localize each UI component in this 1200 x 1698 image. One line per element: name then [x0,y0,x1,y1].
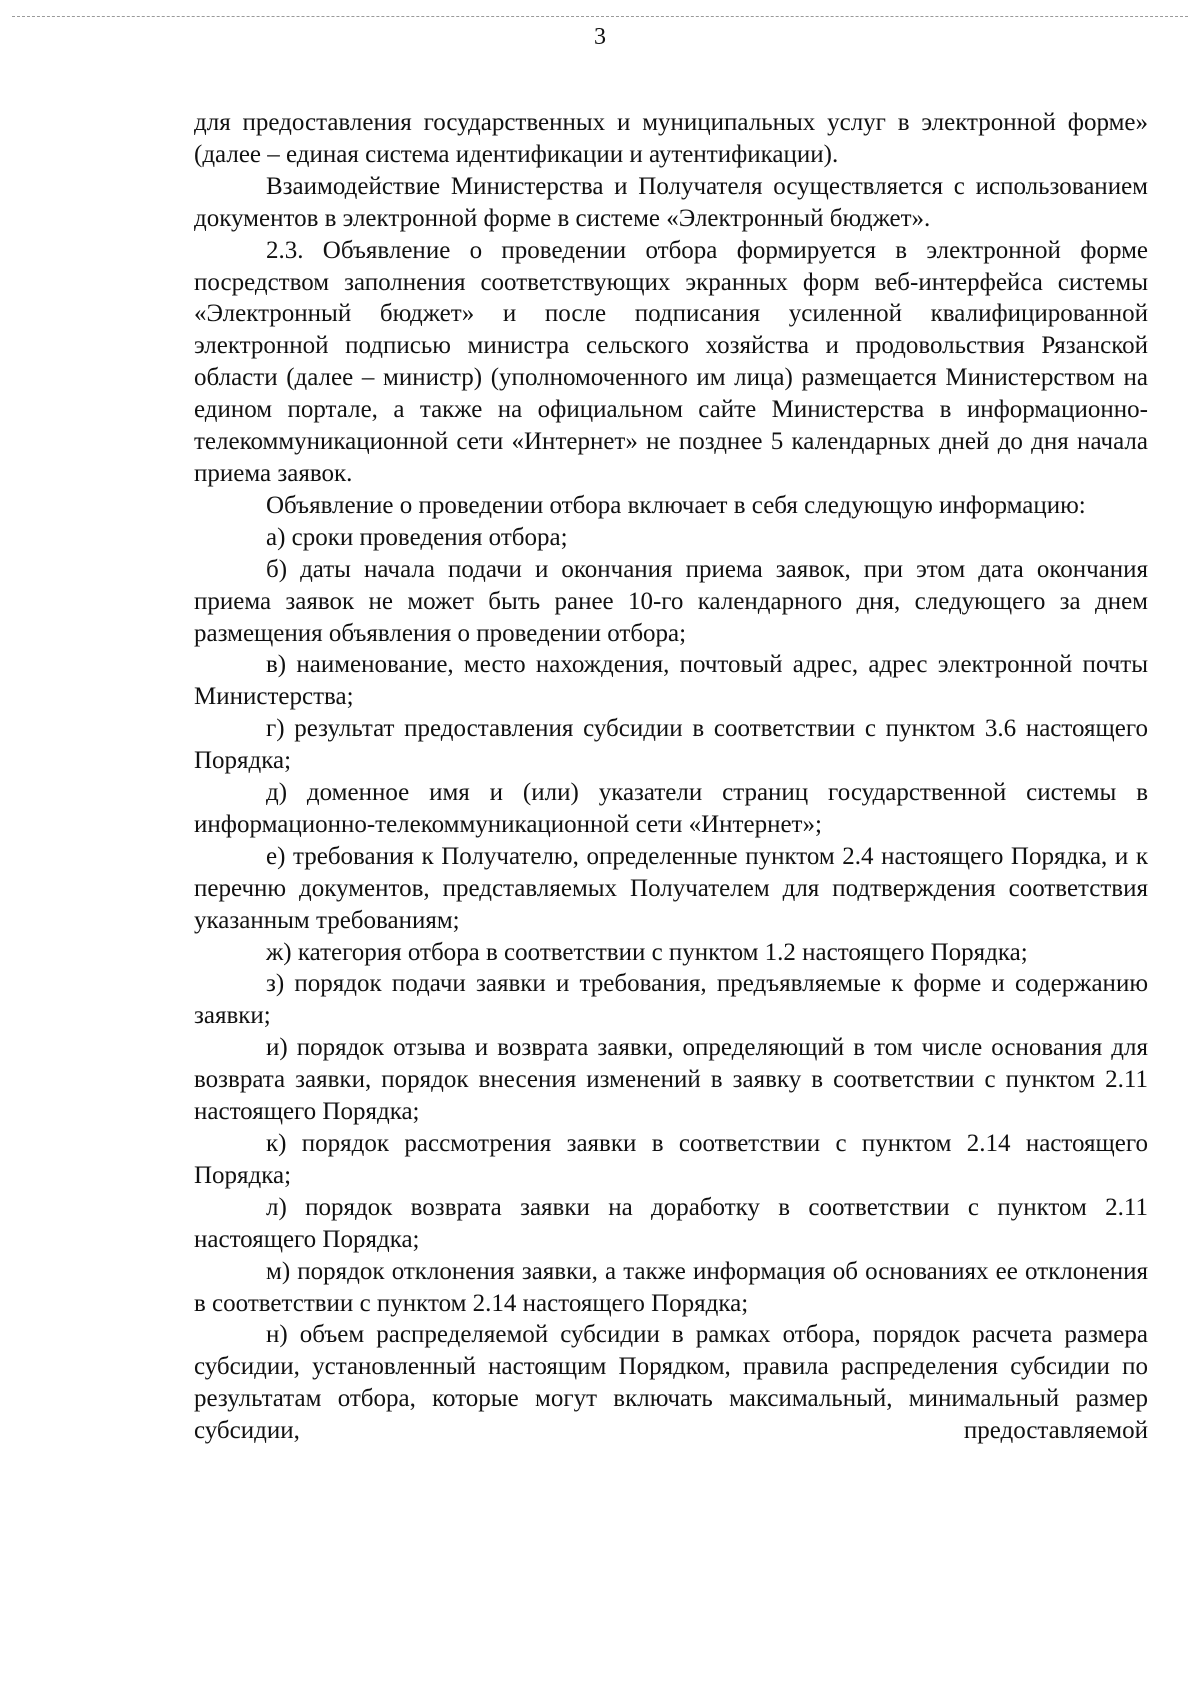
page-number: 3 [594,24,606,50]
list-item-b: б) даты начала подачи и окончания приема заявок, при этом дата окончания приема заявок не может быть ранее 10-го календарного дня, следующего за днем размещения объявления о проведении отбора; [194,555,1148,647]
list-item-l: л) порядок возврата заявки на доработку в соответствии с пунктом 2.11 настоящего Порядка; [194,1193,1148,1253]
scan-top-edge [12,16,1188,17]
list-item-k: к) порядок рассмотрения заявки в соответствии с пунктом 2.14 настоящего Порядка; [194,1130,1148,1189]
document-body [194,107,1148,1447]
list-item-z: з) порядок подачи заявки и требования, предъявляемые к форме и содержанию заявки; [194,970,1148,1030]
list-item-m: м) порядок отклонения заявки, а также информация об основаниях ее отклонения в соответствии с пунктом 2.14 настоящего Порядка; [194,1257,1148,1317]
paragraph-interaction: Взаимодействие Министерства и Получателя осуществляется с использованием документов в электронной форме в системе «Электронный бюджет». [194,172,1148,232]
list-item-d: д) доменное имя и (или) указатели страниц государственной системы в информационно-телекоммуникационной сети «Интернет»; [194,779,1148,838]
paragraph-announcement-intro: Объявление о проведении отбора включает в себя следующую информацию: [266,491,1086,519]
paragraph-continuation: для предоставления государственных и муниципальных услуг в электронной форме» (далее – единая система идентификации и аутентификации). [194,109,1148,168]
list-item-g: г) результат предоставления субсидии в соответствии с пунктом 3.6 настоящего Порядка; [194,715,1148,775]
list-item-zh: ж) категория отбора в соответствии с пунктом 1.2 настоящего Порядка; [266,938,1028,966]
paragraph-2-3: 2.3. Объявление о проведении отбора формируется в электронной форме посредством заполнения соответствующих экранных форм веб-интерфейса системы «Электронный бюджет» и после подписания усиленной квалифицированной электронной подписью министра сельского хозяйства и продовольствия Рязанской области (далее – министр) (уполномоченного им лица) размещается Министерством на едином портале, а также на официальном сайте Министерства в информационно-телекоммуникационной сети «Интернет» не позднее 5 календарных дней до дня начала приема заявок. [194,236,1148,487]
list-item-v: в) наименование, место нахождения, почтовый адрес, адрес электронной почты Министерства; [194,651,1148,711]
list-item-a: а) сроки проведения отбора; [266,523,568,551]
list-item-i: и) порядок отзыва и возврата заявки, определяющий в том числе основания для возврата заявки, порядок внесения изменений в заявку в соответствии с пунктом 2.11 настоящего Порядка; [194,1034,1148,1126]
list-item-e: е) требования к Получателю, определенные пунктом 2.4 настоящего Порядка, и к перечню документов, представляемых Получателем для подтверждения соответствия указанным требованиям; [194,842,1148,934]
list-item-n: н) объем распределяемой субсидии в рамках отбора, порядок расчета размера субсидии, установленный настоящим Порядком, правила распределения субсидии по результатам отбора, которые могут включать максимальный, минимальный размер субсидии, предоставляемой [194,1321,1148,1445]
